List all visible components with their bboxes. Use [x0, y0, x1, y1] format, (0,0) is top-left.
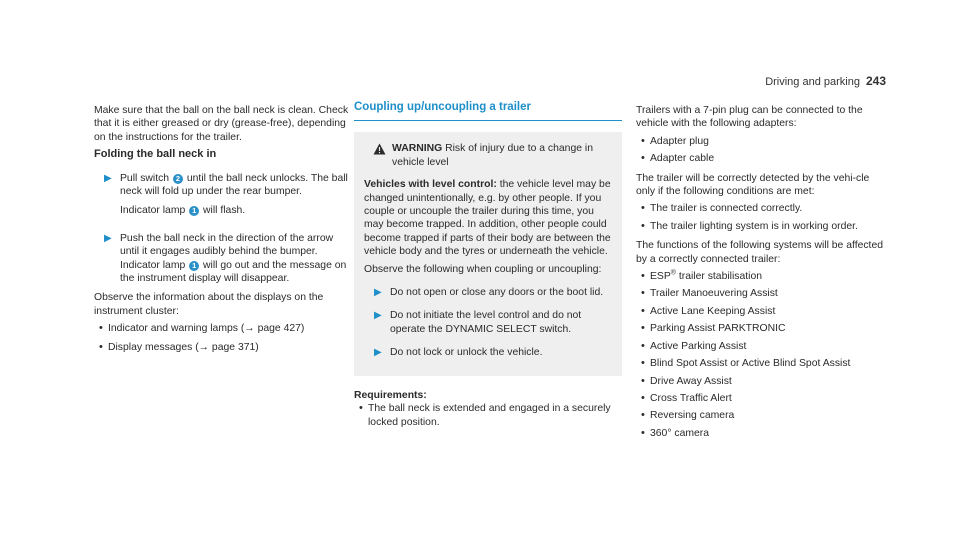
adapters-intro: Trailers with a 7-pin plug can be connected to the vehicle with the following adapters: — [636, 105, 863, 130]
list-item: • 360° camera — [636, 427, 886, 440]
level-control-text — [364, 178, 612, 258]
list-item: • Adapter cable — [636, 152, 886, 165]
list-item: • Trailer Manoeuvering Assist — [636, 287, 886, 300]
warning-text: Risk of injury due to a change in vehicle level — [392, 143, 593, 168]
bullet-list — [636, 135, 886, 166]
level-control-body: the vehicle level may be changed unintentionally, e.g. by other people. If you couple or uncouple the trailer during this time, you may become trapped. In addition, other people could become trapped if parts of their body are between the vehicle body and the tyres or underneath the vehicle. — [364, 179, 611, 258]
intro-text: Make sure that the ball on the ball neck is clean. Check that it is either greased or dry (grease-free), depending on the instructions for the trailer. — [94, 105, 349, 143]
bullet-list — [94, 322, 350, 354]
step-text: will go out and the message on the instrument display will disappear. — [120, 259, 347, 285]
step-text: Pull switch — [120, 172, 170, 184]
observe-text: Observe the following when coupling or uncoupling: — [364, 263, 602, 275]
step-text: Do not initiate the level control and do not operate the DYNAMIC SELECT switch. — [390, 310, 582, 335]
detect-text: The trailer will be correctly detected by the vehi-cle only if the following conditions are met: — [636, 172, 870, 198]
step-item — [364, 346, 612, 359]
callout-number-icon: 1 — [189, 206, 199, 216]
callout-number-icon: 1 — [189, 261, 199, 271]
arrow-right-icon: ▶ — [104, 172, 112, 184]
step-text: will flash. — [203, 205, 246, 217]
page-number: 243 — [865, 74, 886, 88]
step-text: Indicator lamp — [120, 205, 186, 217]
column-middle — [354, 101, 622, 435]
column-left — [94, 104, 350, 360]
step-text: until the ball neck unlocks. The ball neck will fold up under the rear bumper. — [120, 172, 348, 198]
page-header — [765, 75, 886, 89]
column-right — [636, 104, 886, 446]
list-item: • Display messages (→ page 371) — [94, 341, 350, 354]
observe-text: Observe the information about the displays on the instrument cluster: — [94, 292, 324, 317]
list-item: • Indicator and warning lamps (→ page 427) — [94, 322, 350, 335]
step-text: Push the ball neck in the direction of the arrow until it engages audibly behind the bumper. — [120, 232, 334, 258]
requirements-label: Requirements: — [354, 389, 427, 401]
list-item: • Adapter plug — [636, 135, 886, 148]
arrow-right-icon: ▶ — [374, 310, 382, 322]
warning-header — [364, 142, 612, 169]
arrow-right-icon: ▶ — [104, 232, 112, 244]
step-item — [364, 309, 612, 336]
bullet-list — [354, 402, 622, 429]
level-control-label: Vehicles with level control: — [364, 179, 497, 191]
step-text: Do not lock or unlock the vehicle. — [390, 347, 543, 359]
esp-suffix: trailer stabilisation — [675, 271, 763, 283]
step-item — [94, 172, 350, 218]
step-text: Indicator lamp — [120, 259, 186, 271]
list-item: • The trailer lighting system is in working order. — [636, 220, 886, 233]
warning-triangle-icon — [373, 143, 386, 159]
step-item — [364, 286, 612, 299]
esp-text: ESP — [650, 271, 671, 283]
arrow-right-icon: ▶ — [374, 347, 382, 359]
section-heading-folding: Folding the ball neck in — [94, 148, 217, 161]
functions-text: The functions of the following systems will be affected by a correctly connected trailer: — [636, 240, 884, 265]
callout-number-icon: 2 — [173, 174, 183, 184]
bullet-list — [636, 270, 886, 440]
step-text: Do not open or close any doors or the boot lid. — [390, 287, 604, 299]
list-item: • The ball neck is extended and engaged in a securely locked position. — [354, 402, 622, 429]
list-item: • Reversing camera — [636, 409, 886, 422]
step-result — [120, 204, 350, 217]
requirements — [354, 389, 622, 429]
registered-mark: ® — [670, 269, 676, 277]
warning-box — [354, 132, 622, 375]
arrow-right-icon: ▶ — [374, 287, 382, 299]
bullet-list — [636, 202, 886, 233]
list-item: • Blind Spot Assist or Active Blind Spot Assist — [636, 357, 886, 370]
list-item: • Cross Traffic Alert — [636, 392, 886, 405]
warning-label: WARNING — [392, 143, 443, 155]
step-item — [94, 232, 350, 286]
list-item: • Drive Away Assist — [636, 375, 886, 388]
list-item: • Active Lane Keeping Assist — [636, 305, 886, 318]
section-title-coupling: Coupling up/uncoupling a trailer — [354, 101, 622, 121]
list-item: • Active Parking Assist — [636, 340, 886, 353]
list-item: • The trailer is connected correctly. — [636, 202, 886, 215]
list-item: • Parking Assist PARKTRONIC — [636, 322, 886, 335]
header-title: Driving and parking — [765, 76, 860, 88]
list-item — [636, 270, 886, 283]
